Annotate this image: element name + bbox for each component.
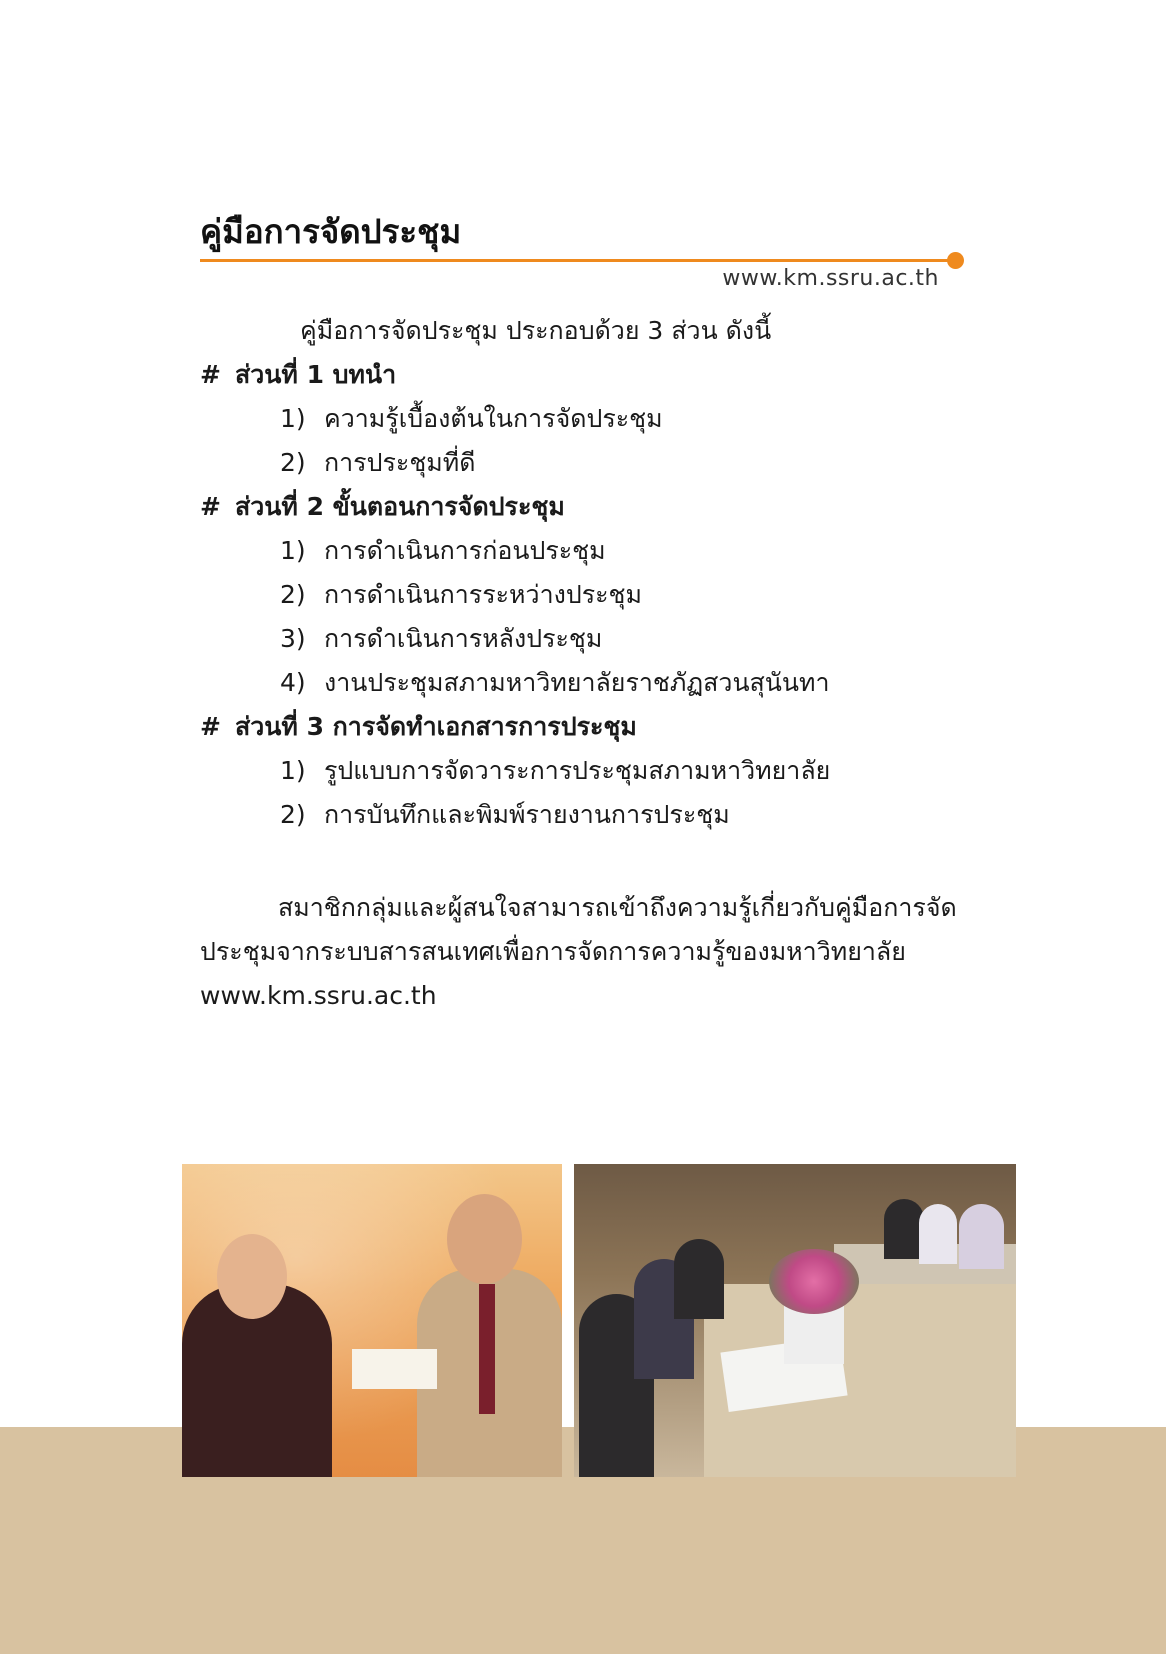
woman-head: [217, 1234, 287, 1319]
list-item: [200, 529, 970, 573]
header-url: www.km.ssru.ac.th: [722, 266, 939, 291]
meeting-room-photo: [574, 1164, 1016, 1477]
item-text: การดำเนินการหลังประชุม: [324, 624, 603, 653]
list-item: [200, 617, 970, 661]
section-heading-1: [200, 353, 970, 397]
section-title: ส่วนที่ 3 การจัดทำเอกสารการประชุม: [235, 712, 637, 741]
title-underline: [200, 259, 955, 262]
section-heading-2: [200, 485, 970, 529]
list-item: [200, 793, 970, 837]
item-number: 1): [280, 756, 306, 785]
item-text: ความรู้เบื้องต้นในการจัดประชุม: [324, 404, 663, 433]
item-number: 1): [280, 404, 306, 433]
item-text: การบันทึกและพิมพ์รายงานการประชุม: [324, 800, 730, 829]
section-title: ส่วนที่ 2 ขั้นตอนการจัดประชุม: [235, 492, 565, 521]
section-marker: #: [200, 712, 221, 741]
attendee-figure: [959, 1204, 1004, 1269]
item-number: 1): [280, 536, 306, 565]
underline-dot: [947, 252, 964, 269]
list-item: [200, 749, 970, 793]
closing-text: สมาชิกกลุ่มและผู้สนใจสามารถเข้าถึงความรู้เกี่ยวกับคู่มือการจัดประชุมจากระบบสารสนเทศเพื่อการจัดการความรู้ของมหาวิทยาลัย www.km.ssru.ac.th: [200, 893, 957, 1010]
item-number: 4): [280, 668, 306, 697]
closing-paragraph: [200, 886, 970, 1018]
item-text: การดำเนินการก่อนประชุม: [324, 536, 606, 565]
item-text: งานประชุมสภามหาวิทยาลัยราชภัฏสวนสุนันทา: [324, 668, 830, 697]
item-number: 2): [280, 448, 306, 477]
item-number: 2): [280, 800, 306, 829]
item-text: รูปแบบการจัดวาระการประชุมสภามหาวิทยาลัย: [324, 756, 831, 785]
intro-text: คู่มือการจัดประชุม ประกอบด้วย 3 ส่วน ดังนี้: [300, 316, 772, 345]
section-title: ส่วนที่ 1 บทนำ: [235, 360, 397, 389]
section-heading-3: [200, 705, 970, 749]
attendee-figure: [919, 1204, 957, 1264]
item-number: 3): [280, 624, 306, 653]
list-item: [200, 397, 970, 441]
contents-list: [200, 309, 970, 837]
necktie: [479, 1284, 495, 1414]
item-text: การดำเนินการระหว่างประชุม: [324, 580, 642, 609]
section-marker: #: [200, 492, 221, 521]
flower-arrangement: [769, 1249, 859, 1314]
item-text: การประชุมที่ดี: [324, 448, 476, 477]
list-item: [200, 573, 970, 617]
award-ceremony-photo: [182, 1164, 562, 1477]
item-number: 2): [280, 580, 306, 609]
list-item: [200, 661, 970, 705]
attendee-figure: [674, 1239, 724, 1319]
envelope: [352, 1349, 437, 1389]
man-head: [447, 1194, 522, 1284]
section-marker: #: [200, 360, 221, 389]
attendee-figure: [884, 1199, 924, 1259]
list-item: [200, 441, 970, 485]
page-title: คู่มือการจัดประชุม: [200, 212, 462, 251]
